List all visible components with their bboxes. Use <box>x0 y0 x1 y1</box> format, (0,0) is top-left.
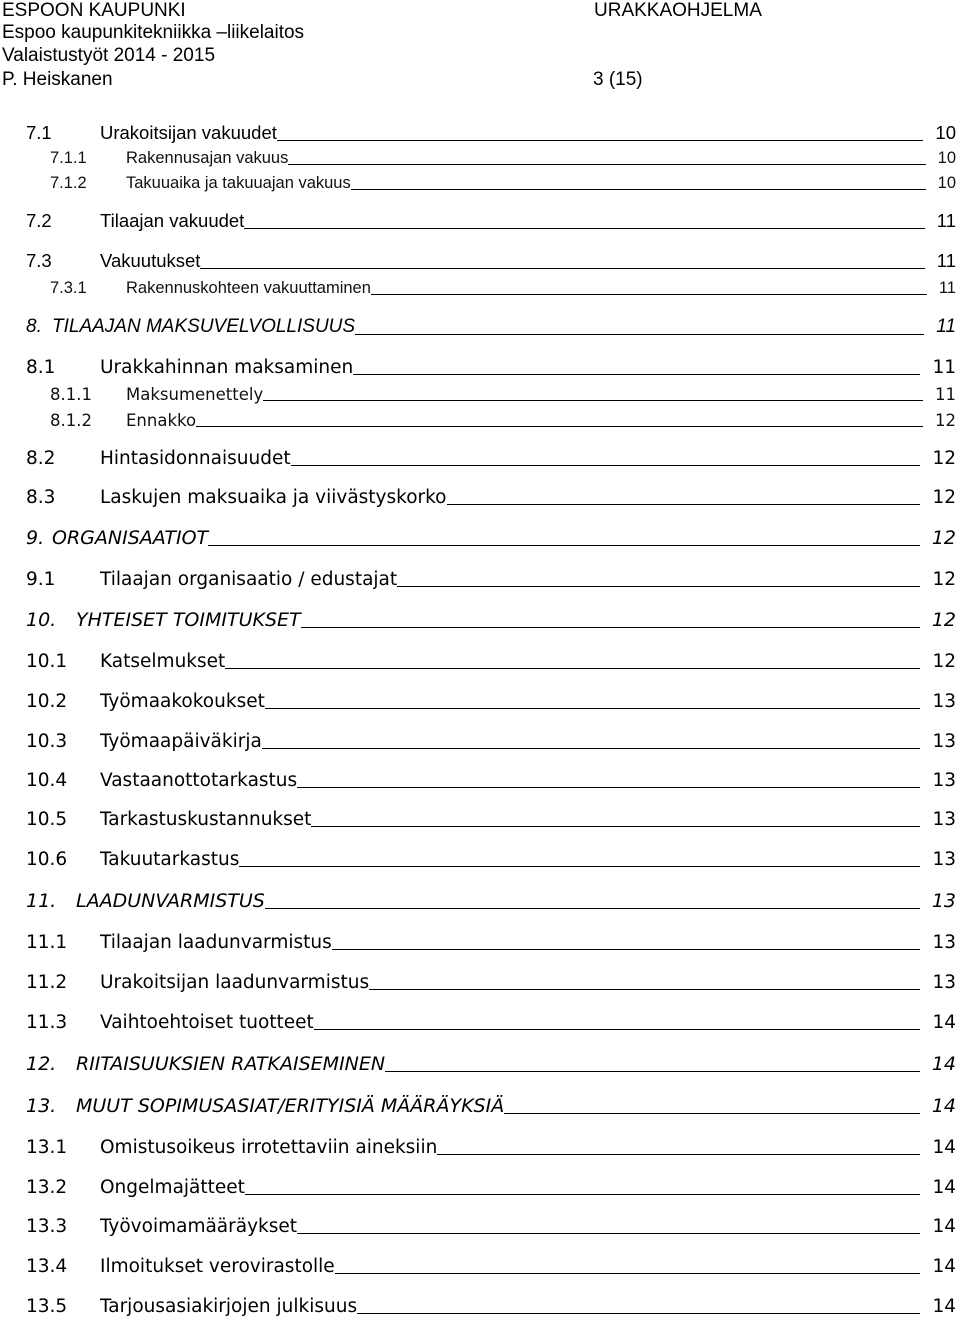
toc-entry-title: Takuutarkastus <box>100 849 240 870</box>
toc-entry-title: Tilaajan organisaatio / edustajat <box>100 569 398 590</box>
toc-entry-number: 10.6 <box>26 849 68 870</box>
toc-entry-page: 12 <box>932 651 956 672</box>
toc-entry-number: 8.3 <box>26 487 56 508</box>
toc-leader-line <box>245 1194 921 1195</box>
toc-entry-page: 13 <box>932 731 956 752</box>
toc-leader-line <box>208 545 920 546</box>
toc-entry-title: TILAAJAN MAKSUVELVOLLISUUS <box>52 316 356 337</box>
toc-entry-page: 12 <box>932 569 956 590</box>
toc-entry-page: 14 <box>932 1216 956 1237</box>
toc-entry[interactable] <box>0 519 960 549</box>
toc-entry[interactable] <box>0 923 960 953</box>
toc-entry[interactable] <box>0 1207 960 1237</box>
toc-entry[interactable] <box>0 1045 960 1075</box>
toc-entry-title: Ongelmajätteet <box>100 1177 245 1198</box>
toc-entry-page: 13 <box>932 932 956 953</box>
toc-entry-title: Urakoitsijan laadunvarmistus <box>100 972 370 993</box>
toc-entry-title: Ilmoitukset verovirastolle <box>100 1256 335 1277</box>
toc-entry-page: 14 <box>931 1053 956 1075</box>
toc-entry-page: 13 <box>932 972 956 993</box>
toc-entry-number: 11.3 <box>26 1012 68 1033</box>
toc-entry[interactable] <box>0 800 960 830</box>
toc-entry-number: 13.5 <box>26 1296 68 1317</box>
toc-leader-line <box>265 708 921 709</box>
toc-entry-title: RIITAISUUKSIEN RATKAISEMINEN <box>76 1053 386 1075</box>
toc-entry[interactable] <box>0 439 960 469</box>
toc-entry-title: Katselmukset <box>100 651 226 672</box>
toc-entry-page: 14 <box>932 1137 956 1158</box>
toc-leader-line <box>291 465 921 466</box>
toc-entry-number: 11.1 <box>26 932 68 953</box>
toc-entry-title: Vastaanottotarkastus <box>100 770 298 791</box>
toc-entry[interactable] <box>0 1003 960 1033</box>
toc-entry-number: 8. <box>26 316 42 337</box>
toc-entry-number: 10.2 <box>26 691 68 712</box>
toc-entry-page: 13 <box>932 770 956 791</box>
toc-entry-page: 11 <box>936 250 956 271</box>
toc-entry-number: 9.1 <box>26 569 56 590</box>
toc-entry-title: Ennakko <box>126 411 197 430</box>
toc-entry-number: 7.2 <box>26 210 52 231</box>
toc-entry-page: 12 <box>932 487 956 508</box>
toc-entry[interactable] <box>0 840 960 870</box>
toc-entry-number: 12. <box>26 1053 57 1075</box>
toc-leader-line <box>504 1113 920 1114</box>
toc-entry-page: 13 <box>932 849 956 870</box>
toc-entry[interactable] <box>0 963 960 993</box>
header-page-number: 3 (15) <box>593 69 643 90</box>
toc-entry-number: 8.1.1 <box>50 385 92 404</box>
toc-entry-title: LAADUNVARMISTUS <box>76 890 265 912</box>
toc-entry-page: 12 <box>935 411 956 430</box>
toc-entry-title: Työvoimamääräykset <box>100 1216 298 1237</box>
toc-leader-line <box>447 504 921 505</box>
toc-entry-number: 10.4 <box>26 770 68 791</box>
toc-entry-title: Työmaapäiväkirja <box>100 731 262 752</box>
toc-entry-title: Vakuutukset <box>100 250 201 271</box>
header-org: ESPOON KAUPUNKI <box>2 0 186 21</box>
toc-entry-number: 7.1 <box>26 122 52 143</box>
toc-entry[interactable] <box>0 400 960 430</box>
toc-entry[interactable] <box>0 163 960 193</box>
toc-entry-title: Hintasidonnaisuudet <box>100 448 291 469</box>
toc-entry-number: 11. <box>26 890 57 912</box>
toc-entry-page: 10 <box>937 149 956 167</box>
toc-leader-line <box>355 334 924 335</box>
header-project: Valaistustyöt 2014 - 2015 <box>2 45 216 66</box>
toc-leader-line <box>357 1313 920 1314</box>
toc-entry-title: Urakkahinnan maksaminen <box>100 357 354 378</box>
toc-leader-line <box>335 1273 921 1274</box>
toc-entry-title: Urakoitsijan vakuudet <box>100 122 277 143</box>
toc-leader-line <box>311 826 920 827</box>
toc-entry-number: 13.2 <box>26 1177 68 1198</box>
toc-entry-page: 14 <box>931 1095 956 1117</box>
toc-entry[interactable] <box>0 722 960 752</box>
toc-entry[interactable] <box>0 308 960 338</box>
toc-leader-line <box>297 787 920 788</box>
toc-entry[interactable] <box>0 1287 960 1317</box>
toc-entry-number: 13.4 <box>26 1256 68 1277</box>
toc-entry-number: 10. <box>26 609 57 631</box>
toc-entry-page: 11 <box>936 316 956 337</box>
toc-entry[interactable] <box>0 268 960 298</box>
toc-entry-title: ORGANISAATIOT <box>52 527 209 549</box>
toc-entry-number: 8.1 <box>26 357 56 378</box>
toc-leader-line <box>301 627 920 628</box>
toc-entry[interactable] <box>0 761 960 791</box>
toc-entry[interactable] <box>0 601 960 631</box>
toc-entry-number: 10.5 <box>26 809 68 830</box>
toc-entry-title: Tarjousasiakirjojen julkisuus <box>100 1296 358 1317</box>
toc-entry-page: 12 <box>931 609 956 631</box>
toc-entry-page: 14 <box>932 1256 956 1277</box>
toc-entry-page: 14 <box>932 1296 956 1317</box>
toc-leader-line <box>332 949 921 950</box>
toc-entry-number: 11.2 <box>26 972 68 993</box>
toc-entry-number: 10.1 <box>26 651 68 672</box>
toc-entry[interactable] <box>0 1087 960 1117</box>
header-unit: Espoo kaupunkitekniikka –liikelaitos <box>2 22 305 43</box>
toc-entry-number: 9. <box>26 527 45 549</box>
toc-entry-title: Vaihtoehtoiset tuotteet <box>100 1012 314 1033</box>
toc-leader-line <box>196 426 923 427</box>
toc-entry-title: Laskujen maksuaika ja viivästyskorko <box>100 487 447 508</box>
toc-entry-title: Maksumenettely <box>126 385 264 404</box>
toc-entry-page: 11 <box>932 357 956 378</box>
toc-leader-line <box>244 228 924 229</box>
toc-entry-number: 7.3.1 <box>50 279 87 297</box>
toc-entry-page: 10 <box>935 122 956 143</box>
toc-entry-title: Tilaajan laadunvarmistus <box>100 932 332 953</box>
toc-entry-page: 13 <box>932 809 956 830</box>
toc-leader-line <box>239 866 920 867</box>
toc-entry[interactable] <box>0 1247 960 1277</box>
toc-entry-title: Takuuaika ja takuuajan vakuus <box>126 174 351 192</box>
toc-entry[interactable] <box>0 882 960 912</box>
toc-leader-line <box>371 294 927 295</box>
toc-leader-line <box>262 748 921 749</box>
toc-leader-line <box>385 1071 920 1072</box>
toc-entry-number: 13.1 <box>26 1137 68 1158</box>
toc-entry[interactable] <box>0 642 960 672</box>
toc-entry-page: 13 <box>931 890 956 912</box>
toc-entry-page: 14 <box>932 1012 956 1033</box>
toc-entry-number: 10.3 <box>26 731 68 752</box>
toc-entry-title: Tarkastuskustannukset <box>100 809 312 830</box>
toc-leader-line <box>265 908 920 909</box>
toc-entry-page: 14 <box>932 1177 956 1198</box>
toc-entry-title: Rakennuskohteen vakuuttaminen <box>126 279 371 297</box>
toc-entry-page: 12 <box>931 527 956 549</box>
toc-entry[interactable] <box>0 682 960 712</box>
toc-entry-number: 8.2 <box>26 448 56 469</box>
toc-entry[interactable] <box>0 560 960 590</box>
toc-entry[interactable] <box>0 202 960 232</box>
toc-leader-line <box>351 189 926 190</box>
toc-entry-title: MUUT SOPIMUSASIAT/ERITYISIÄ MÄÄRÄYKSIÄ <box>76 1095 505 1117</box>
toc-entry-title: Rakennusajan vakuus <box>126 149 289 167</box>
toc-leader-line <box>314 1029 921 1030</box>
toc-entry-number: 13.3 <box>26 1216 68 1237</box>
toc-entry-page: 11 <box>935 385 956 404</box>
toc-entry[interactable] <box>0 1168 960 1198</box>
toc-entry-number: 8.1.2 <box>50 411 92 430</box>
toc-entry-number: 7.1.2 <box>50 174 87 192</box>
toc-entry-title: Omistusoikeus irrotettaviin aineksiin <box>100 1137 438 1158</box>
toc-entry-page: 12 <box>932 448 956 469</box>
toc-entry-title: YHTEISET TOIMITUKSET <box>76 609 301 631</box>
toc-entry-number: 13. <box>26 1095 57 1117</box>
header-author: P. Heiskanen <box>2 69 113 90</box>
toc-entry-page: 13 <box>932 691 956 712</box>
toc-leader-line <box>297 1233 920 1234</box>
toc-leader-line <box>437 1154 920 1155</box>
toc-leader-line <box>369 989 920 990</box>
toc-entry[interactable] <box>0 478 960 508</box>
toc-entry[interactable] <box>0 1128 960 1158</box>
toc-leader-line <box>225 668 920 669</box>
toc-entry-number: 7.1.1 <box>50 149 87 167</box>
toc-entry-title: Tilaajan vakuudet <box>100 210 245 231</box>
header-doc-type: URAKKAOHJELMA <box>594 0 762 21</box>
toc-entry-title: Työmaakokoukset <box>100 691 265 712</box>
toc-entry-page: 11 <box>936 210 956 231</box>
toc-leader-line <box>397 586 920 587</box>
toc-entry-page: 10 <box>937 174 956 192</box>
toc-entry-number: 7.3 <box>26 250 52 271</box>
toc-entry-page: 11 <box>938 279 956 297</box>
